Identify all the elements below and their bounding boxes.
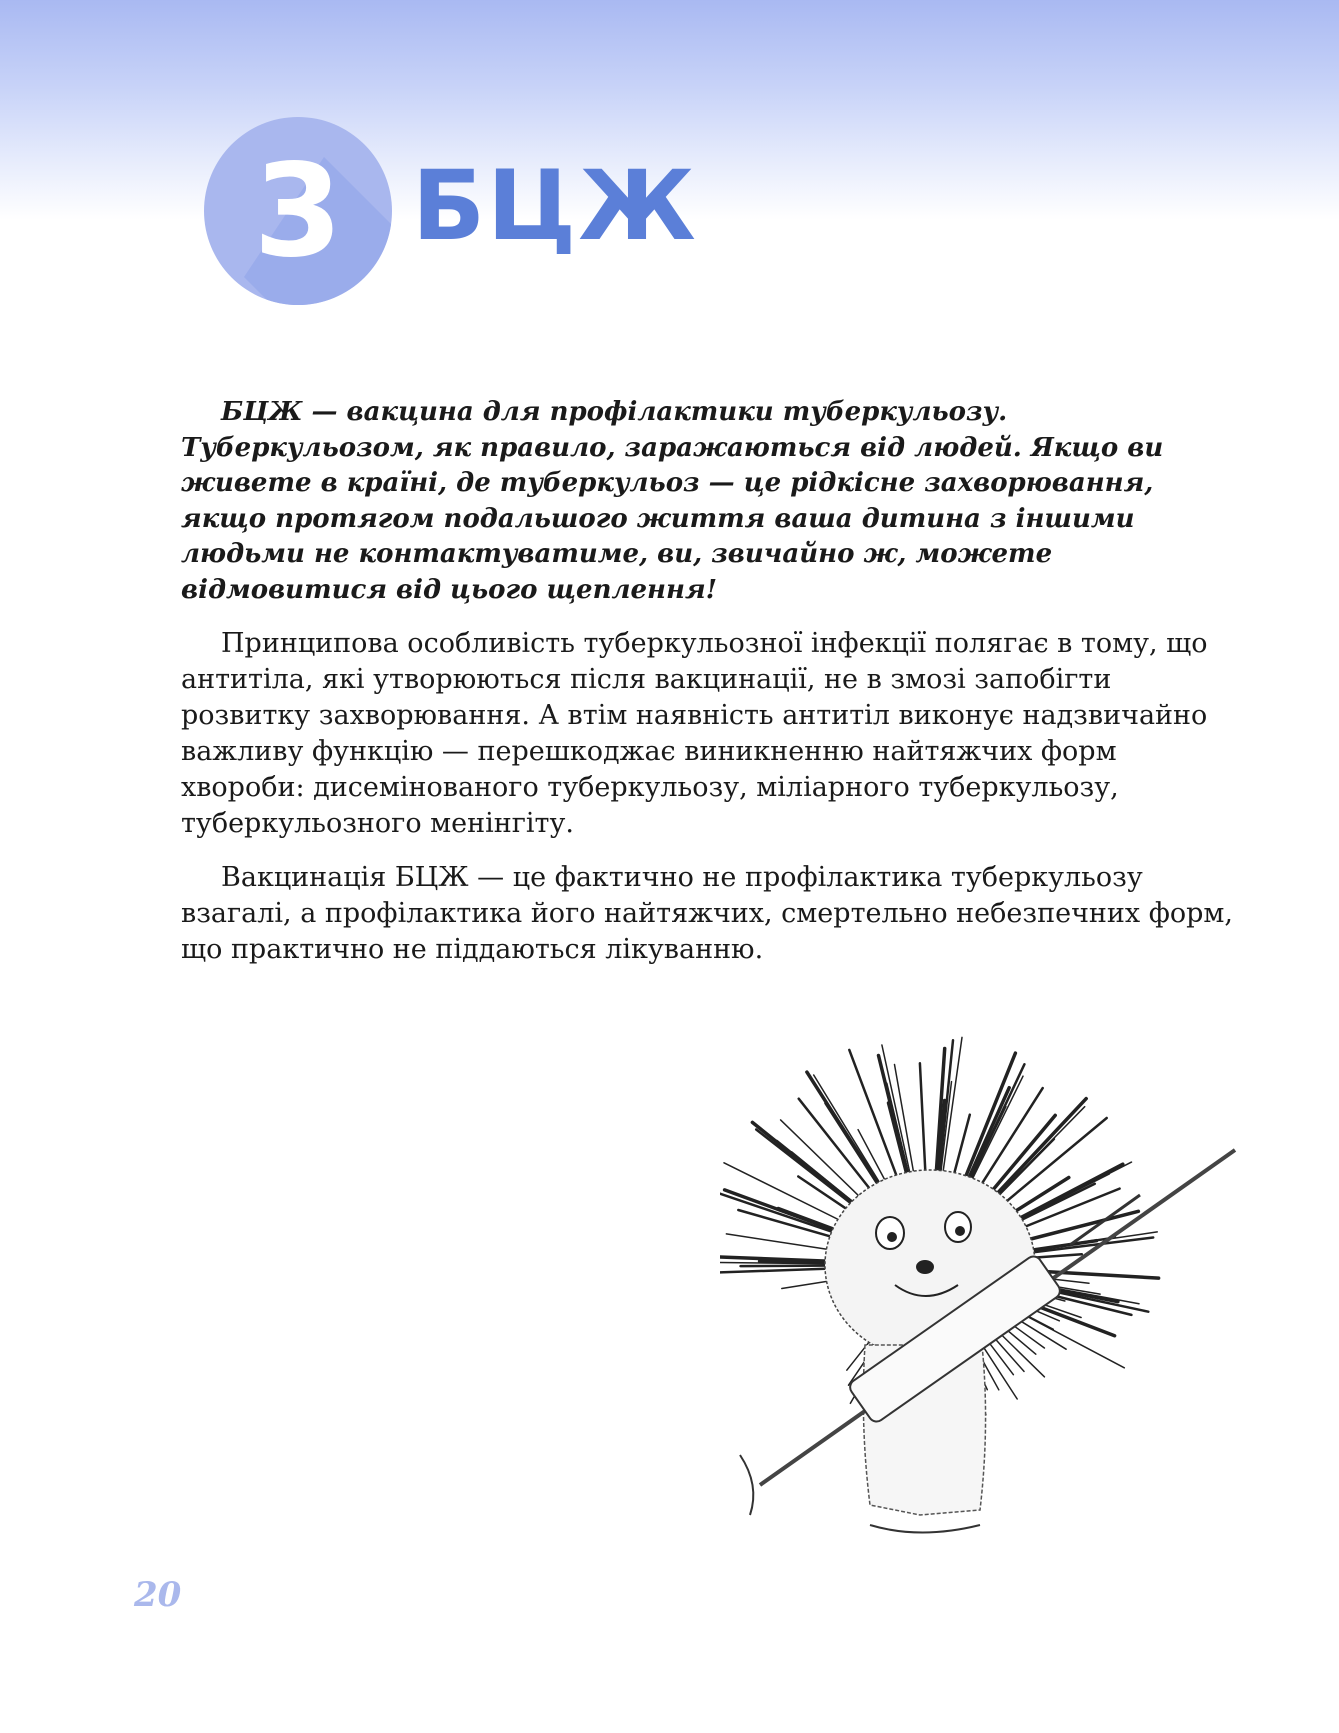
spike bbox=[920, 1063, 926, 1175]
spike bbox=[720, 1257, 840, 1262]
spike bbox=[781, 1120, 866, 1202]
body-text bbox=[181, 395, 1239, 986]
spike bbox=[807, 1072, 882, 1189]
spike bbox=[882, 1045, 911, 1177]
hedgehog-syringe-illustration bbox=[720, 985, 1240, 1555]
spike bbox=[726, 1234, 841, 1252]
spike bbox=[1019, 1238, 1153, 1255]
spike bbox=[720, 1268, 840, 1273]
paragraph-1: Принципова особливість туберкульозної інфекції полягає в тому, що антитіла, які утворюються після вакцинації, не в змозі запобігти розвитку захворювання. А втім наявність антитіл виконує надзвичайно важливу функцію — перешкоджає виникненню найтяжчих форм хвороби: дисемінованого туберкульозу, міліарного туберкульозу, туберкульозного менінгіту. bbox=[181, 628, 1208, 839]
spike bbox=[964, 1053, 1016, 1181]
lead-paragraph: БЦЖ — вакцина для профілактики туберкульозу. Туберкульозом, як правило, заражаються від людей. Якщо ви живете в країні, де туберкульоз — це рідкісне захворювання, якщо протягом подальшого життя ваша дитина з іншими людьми не контактуватиме, ви, звичайно ж, можете відмовитися від цього щеплення! bbox=[181, 397, 1164, 605]
chapter-number-badge bbox=[204, 117, 392, 305]
spike bbox=[968, 1064, 1024, 1183]
page-number: 20 bbox=[134, 1575, 182, 1615]
spike bbox=[992, 1099, 1087, 1200]
chapter-title: БЦЖ bbox=[412, 150, 698, 262]
paragraph-2: Вакцинація БЦЖ — це фактично не профілактика туберкульозу взагалі, а профілактика його найтяжчих, смертельно небезпечних форм, що практично не піддаються лікуванню. bbox=[181, 862, 1233, 965]
spike bbox=[967, 1088, 1010, 1183]
chapter-number: 3 bbox=[253, 136, 343, 286]
spike bbox=[777, 1142, 860, 1209]
spike bbox=[756, 1130, 859, 1210]
